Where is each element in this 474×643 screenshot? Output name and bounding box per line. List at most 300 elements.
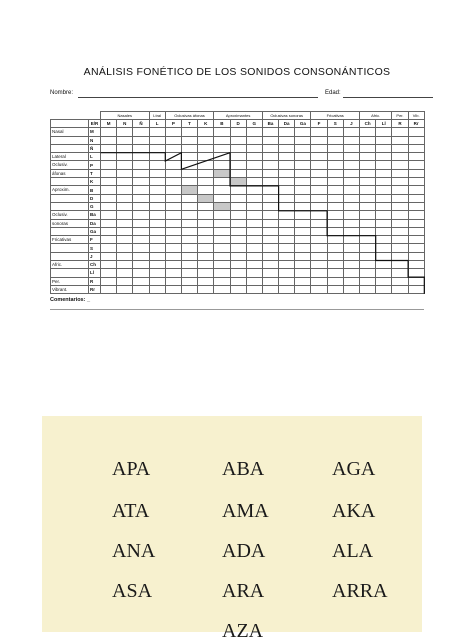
grid-cell[interactable] — [198, 277, 214, 285]
grid-cell[interactable] — [327, 219, 343, 227]
grid-cell[interactable] — [262, 194, 278, 202]
grid-cell[interactable] — [311, 211, 327, 219]
grid-cell[interactable] — [327, 169, 343, 177]
grid-cell[interactable] — [230, 211, 246, 219]
grid-cell[interactable] — [198, 136, 214, 144]
grid-cell[interactable] — [343, 161, 359, 169]
grid-cell[interactable] — [360, 252, 376, 260]
grid-cell[interactable] — [343, 178, 359, 186]
grid-cell[interactable] — [262, 269, 278, 277]
grid-cell[interactable] — [360, 136, 376, 144]
grid-cell[interactable] — [311, 227, 327, 235]
grid-cell[interactable] — [230, 285, 246, 293]
grid-cell[interactable] — [230, 202, 246, 210]
grid-cell[interactable] — [295, 219, 311, 227]
grid-cell[interactable] — [343, 202, 359, 210]
grid-cell[interactable] — [246, 169, 262, 177]
grid-cell[interactable] — [149, 202, 165, 210]
grid-cell[interactable] — [165, 236, 181, 244]
grid-cell[interactable] — [262, 144, 278, 152]
grid-cell[interactable] — [101, 128, 117, 136]
grid-cell[interactable] — [117, 227, 133, 235]
grid-cell[interactable] — [279, 219, 295, 227]
grid-cell[interactable] — [360, 269, 376, 277]
grid-cell[interactable] — [376, 153, 392, 161]
grid-cell[interactable] — [392, 178, 408, 186]
grid-cell[interactable] — [165, 178, 181, 186]
grid-cell[interactable] — [327, 161, 343, 169]
grid-cell[interactable] — [408, 202, 424, 210]
grid-cell[interactable] — [311, 277, 327, 285]
grid-cell[interactable] — [279, 236, 295, 244]
grid-cell[interactable] — [230, 236, 246, 244]
grid-cell[interactable] — [165, 153, 181, 161]
grid-cell[interactable] — [311, 144, 327, 152]
grid-cell[interactable] — [392, 153, 408, 161]
grid-cell[interactable] — [408, 144, 424, 152]
grid-cell[interactable] — [392, 269, 408, 277]
grid-cell[interactable] — [327, 244, 343, 252]
grid-cell[interactable] — [327, 277, 343, 285]
grid-cell[interactable] — [262, 261, 278, 269]
grid-cell[interactable] — [246, 194, 262, 202]
grid-cell[interactable] — [181, 186, 197, 194]
grid-cell[interactable] — [408, 128, 424, 136]
grid-cell[interactable] — [246, 211, 262, 219]
grid-cell[interactable] — [101, 161, 117, 169]
grid-cell[interactable] — [262, 202, 278, 210]
grid-cell[interactable] — [133, 261, 149, 269]
grid-cell[interactable] — [230, 161, 246, 169]
grid-cell[interactable] — [279, 186, 295, 194]
grid-cell[interactable] — [360, 153, 376, 161]
grid-cell[interactable] — [133, 136, 149, 144]
grid-cell[interactable] — [343, 211, 359, 219]
grid-cell[interactable] — [214, 178, 230, 186]
grid-cell[interactable] — [230, 128, 246, 136]
grid-cell[interactable] — [181, 161, 197, 169]
grid-cell[interactable] — [360, 144, 376, 152]
grid-cell[interactable] — [327, 186, 343, 194]
grid-cell[interactable] — [149, 178, 165, 186]
grid-cell[interactable] — [279, 277, 295, 285]
grid-cell[interactable] — [376, 178, 392, 186]
grid-cell[interactable] — [165, 285, 181, 293]
grid-cell[interactable] — [117, 244, 133, 252]
grid-cell[interactable] — [246, 285, 262, 293]
grid-cell[interactable] — [376, 136, 392, 144]
grid-cell[interactable] — [117, 144, 133, 152]
grid-cell[interactable] — [133, 277, 149, 285]
grid-cell[interactable] — [101, 178, 117, 186]
grid-cell[interactable] — [295, 252, 311, 260]
grid-cell[interactable] — [214, 219, 230, 227]
grid-cell[interactable] — [214, 186, 230, 194]
grid-cell[interactable] — [392, 144, 408, 152]
grid-cell[interactable] — [262, 186, 278, 194]
grid-cell[interactable] — [327, 128, 343, 136]
grid-cell[interactable] — [246, 277, 262, 285]
grid-cell[interactable] — [343, 153, 359, 161]
grid-cell[interactable] — [327, 236, 343, 244]
grid-cell[interactable] — [133, 285, 149, 293]
grid-cell[interactable] — [246, 161, 262, 169]
grid-cell[interactable] — [360, 236, 376, 244]
grid-cell[interactable] — [214, 227, 230, 235]
grid-cell[interactable] — [279, 285, 295, 293]
grid-cell[interactable] — [392, 136, 408, 144]
grid-cell[interactable] — [117, 186, 133, 194]
grid-cell[interactable] — [198, 186, 214, 194]
grid-cell[interactable] — [133, 161, 149, 169]
grid-cell[interactable] — [327, 136, 343, 144]
grid-cell[interactable] — [230, 178, 246, 186]
grid-cell[interactable] — [408, 261, 424, 269]
grid-cell[interactable] — [198, 211, 214, 219]
grid-cell[interactable] — [181, 236, 197, 244]
grid-cell[interactable] — [408, 236, 424, 244]
grid-cell[interactable] — [295, 153, 311, 161]
grid-cell[interactable] — [408, 178, 424, 186]
grid-cell[interactable] — [376, 261, 392, 269]
grid-cell[interactable] — [101, 252, 117, 260]
grid-cell[interactable] — [246, 252, 262, 260]
grid-cell[interactable] — [376, 269, 392, 277]
grid-cell[interactable] — [214, 269, 230, 277]
grid-cell[interactable] — [246, 261, 262, 269]
grid-cell[interactable] — [295, 285, 311, 293]
grid-cell[interactable] — [262, 285, 278, 293]
grid-cell[interactable] — [214, 194, 230, 202]
grid-cell[interactable] — [246, 144, 262, 152]
grid-cell[interactable] — [343, 269, 359, 277]
grid-cell[interactable] — [101, 285, 117, 293]
grid-cell[interactable] — [343, 244, 359, 252]
grid-cell[interactable] — [198, 144, 214, 152]
grid-cell[interactable] — [327, 227, 343, 235]
grid-cell[interactable] — [392, 186, 408, 194]
grid-cell[interactable] — [198, 285, 214, 293]
grid-cell[interactable] — [101, 244, 117, 252]
grid-cell[interactable] — [101, 202, 117, 210]
grid-cell[interactable] — [101, 269, 117, 277]
grid-cell[interactable] — [343, 194, 359, 202]
grid-cell[interactable] — [376, 169, 392, 177]
grid-cell[interactable] — [408, 269, 424, 277]
grid-cell[interactable] — [230, 227, 246, 235]
grid-cell[interactable] — [327, 269, 343, 277]
grid-cell[interactable] — [295, 236, 311, 244]
grid-cell[interactable] — [311, 285, 327, 293]
grid-cell[interactable] — [117, 261, 133, 269]
grid-cell[interactable] — [165, 277, 181, 285]
grid-cell[interactable] — [117, 161, 133, 169]
grid-cell[interactable] — [133, 227, 149, 235]
grid-cell[interactable] — [181, 169, 197, 177]
grid-cell[interactable] — [181, 244, 197, 252]
name-field[interactable] — [78, 97, 318, 98]
grid-cell[interactable] — [262, 128, 278, 136]
grid-cell[interactable] — [230, 277, 246, 285]
grid-cell[interactable] — [408, 186, 424, 194]
grid-cell[interactable] — [117, 194, 133, 202]
grid-cell[interactable] — [101, 194, 117, 202]
grid-cell[interactable] — [230, 136, 246, 144]
grid-cell[interactable] — [133, 244, 149, 252]
grid-cell[interactable] — [343, 169, 359, 177]
grid-cell[interactable] — [311, 244, 327, 252]
grid-cell[interactable] — [198, 219, 214, 227]
grid-cell[interactable] — [149, 211, 165, 219]
grid-cell[interactable] — [181, 178, 197, 186]
grid-cell[interactable] — [149, 285, 165, 293]
grid-cell[interactable] — [360, 211, 376, 219]
grid-cell[interactable] — [133, 186, 149, 194]
grid-cell[interactable] — [133, 153, 149, 161]
grid-cell[interactable] — [311, 178, 327, 186]
grid-cell[interactable] — [133, 269, 149, 277]
grid-cell[interactable] — [408, 244, 424, 252]
grid-cell[interactable] — [165, 161, 181, 169]
grid-cell[interactable] — [279, 227, 295, 235]
grid-cell[interactable] — [149, 153, 165, 161]
grid-cell[interactable] — [262, 236, 278, 244]
grid-cell[interactable] — [181, 153, 197, 161]
grid-cell[interactable] — [360, 227, 376, 235]
grid-cell[interactable] — [295, 186, 311, 194]
grid-cell[interactable] — [198, 128, 214, 136]
grid-cell[interactable] — [198, 269, 214, 277]
grid-cell[interactable] — [360, 161, 376, 169]
grid-cell[interactable] — [133, 236, 149, 244]
grid-cell[interactable] — [214, 161, 230, 169]
grid-cell[interactable] — [181, 202, 197, 210]
grid-cell[interactable] — [181, 252, 197, 260]
grid-cell[interactable] — [149, 161, 165, 169]
grid-cell[interactable] — [376, 236, 392, 244]
grid-cell[interactable] — [295, 178, 311, 186]
grid-cell[interactable] — [133, 144, 149, 152]
grid-cell[interactable] — [327, 285, 343, 293]
grid-cell[interactable] — [376, 227, 392, 235]
grid-cell[interactable] — [262, 227, 278, 235]
grid-cell[interactable] — [133, 194, 149, 202]
grid-cell[interactable] — [117, 169, 133, 177]
grid-cell[interactable] — [117, 202, 133, 210]
grid-cell[interactable] — [198, 202, 214, 210]
grid-cell[interactable] — [376, 128, 392, 136]
grid-cell[interactable] — [376, 161, 392, 169]
grid-cell[interactable] — [101, 227, 117, 235]
grid-cell[interactable] — [214, 144, 230, 152]
grid-cell[interactable] — [230, 144, 246, 152]
grid-cell[interactable] — [360, 285, 376, 293]
grid-cell[interactable] — [408, 161, 424, 169]
grid-cell[interactable] — [165, 202, 181, 210]
grid-cell[interactable] — [311, 261, 327, 269]
grid-cell[interactable] — [279, 261, 295, 269]
grid-cell[interactable] — [376, 219, 392, 227]
grid-cell[interactable] — [230, 244, 246, 252]
grid-cell[interactable] — [214, 277, 230, 285]
grid-cell[interactable] — [198, 236, 214, 244]
grid-cell[interactable] — [295, 161, 311, 169]
grid-cell[interactable] — [279, 169, 295, 177]
grid-cell[interactable] — [311, 128, 327, 136]
grid-cell[interactable] — [343, 252, 359, 260]
grid-cell[interactable] — [214, 202, 230, 210]
grid-cell[interactable] — [408, 227, 424, 235]
grid-cell[interactable] — [360, 169, 376, 177]
grid-cell[interactable] — [376, 285, 392, 293]
grid-cell[interactable] — [343, 227, 359, 235]
grid-cell[interactable] — [181, 211, 197, 219]
grid-cell[interactable] — [246, 153, 262, 161]
grid-cell[interactable] — [149, 244, 165, 252]
grid-cell[interactable] — [262, 153, 278, 161]
grid-cell[interactable] — [376, 252, 392, 260]
grid-cell[interactable] — [376, 144, 392, 152]
grid-cell[interactable] — [246, 186, 262, 194]
grid-cell[interactable] — [149, 186, 165, 194]
grid-cell[interactable] — [246, 136, 262, 144]
grid-cell[interactable] — [117, 136, 133, 144]
grid-cell[interactable] — [181, 219, 197, 227]
grid-cell[interactable] — [360, 202, 376, 210]
grid-cell[interactable] — [230, 219, 246, 227]
grid-cell[interactable] — [311, 153, 327, 161]
grid-cell[interactable] — [408, 136, 424, 144]
grid-cell[interactable] — [408, 277, 424, 285]
grid-cell[interactable] — [246, 202, 262, 210]
grid-cell[interactable] — [165, 227, 181, 235]
grid-cell[interactable] — [295, 227, 311, 235]
grid-cell[interactable] — [408, 219, 424, 227]
grid-cell[interactable] — [181, 227, 197, 235]
grid-cell[interactable] — [198, 261, 214, 269]
grid-cell[interactable] — [311, 186, 327, 194]
grid-cell[interactable] — [117, 211, 133, 219]
grid-cell[interactable] — [376, 194, 392, 202]
grid-cell[interactable] — [230, 186, 246, 194]
grid-cell[interactable] — [181, 285, 197, 293]
grid-cell[interactable] — [408, 211, 424, 219]
grid-cell[interactable] — [230, 169, 246, 177]
grid-cell[interactable] — [279, 153, 295, 161]
grid-cell[interactable] — [311, 269, 327, 277]
grid-cell[interactable] — [133, 202, 149, 210]
grid-cell[interactable] — [262, 244, 278, 252]
grid-cell[interactable] — [311, 236, 327, 244]
age-field[interactable] — [343, 97, 433, 98]
grid-cell[interactable] — [311, 194, 327, 202]
grid-cell[interactable] — [149, 219, 165, 227]
grid-cell[interactable] — [262, 211, 278, 219]
grid-cell[interactable] — [117, 252, 133, 260]
grid-cell[interactable] — [117, 128, 133, 136]
grid-cell[interactable] — [376, 211, 392, 219]
grid-cell[interactable] — [149, 261, 165, 269]
grid-cell[interactable] — [360, 194, 376, 202]
grid-cell[interactable] — [295, 244, 311, 252]
grid-cell[interactable] — [133, 211, 149, 219]
grid-cell[interactable] — [311, 252, 327, 260]
grid-cell[interactable] — [327, 261, 343, 269]
grid-cell[interactable] — [246, 244, 262, 252]
grid-cell[interactable] — [101, 186, 117, 194]
grid-cell[interactable] — [214, 244, 230, 252]
grid-cell[interactable] — [311, 202, 327, 210]
grid-cell[interactable] — [133, 178, 149, 186]
grid-cell[interactable] — [360, 219, 376, 227]
grid-cell[interactable] — [279, 202, 295, 210]
grid-cell[interactable] — [262, 252, 278, 260]
grid-cell[interactable] — [360, 277, 376, 285]
grid-cell[interactable] — [198, 252, 214, 260]
grid-cell[interactable] — [181, 277, 197, 285]
grid-cell[interactable] — [295, 194, 311, 202]
grid-cell[interactable] — [392, 169, 408, 177]
grid-cell[interactable] — [165, 194, 181, 202]
grid-cell[interactable] — [198, 178, 214, 186]
grid-cell[interactable] — [392, 202, 408, 210]
grid-cell[interactable] — [392, 161, 408, 169]
grid-cell[interactable] — [327, 252, 343, 260]
grid-cell[interactable] — [295, 211, 311, 219]
grid-cell[interactable] — [117, 285, 133, 293]
grid-cell[interactable] — [133, 169, 149, 177]
grid-cell[interactable] — [279, 211, 295, 219]
grid-cell[interactable] — [262, 277, 278, 285]
grid-cell[interactable] — [279, 194, 295, 202]
grid-cell[interactable] — [214, 153, 230, 161]
grid-cell[interactable] — [133, 252, 149, 260]
grid-cell[interactable] — [165, 186, 181, 194]
grid-cell[interactable] — [343, 128, 359, 136]
grid-cell[interactable] — [198, 161, 214, 169]
grid-cell[interactable] — [327, 178, 343, 186]
grid-cell[interactable] — [246, 178, 262, 186]
grid-cell[interactable] — [392, 211, 408, 219]
grid-cell[interactable] — [327, 211, 343, 219]
grid-cell[interactable] — [295, 136, 311, 144]
grid-cell[interactable] — [101, 136, 117, 144]
grid-cell[interactable] — [165, 211, 181, 219]
grid-cell[interactable] — [376, 244, 392, 252]
grid-cell[interactable] — [279, 178, 295, 186]
grid-cell[interactable] — [262, 178, 278, 186]
grid-cell[interactable] — [230, 194, 246, 202]
grid-cell[interactable] — [214, 285, 230, 293]
grid-cell[interactable] — [392, 261, 408, 269]
grid-cell[interactable] — [262, 136, 278, 144]
grid-cell[interactable] — [376, 202, 392, 210]
grid-cell[interactable] — [343, 219, 359, 227]
grid-cell[interactable] — [181, 128, 197, 136]
grid-cell[interactable] — [101, 219, 117, 227]
grid-cell[interactable] — [181, 194, 197, 202]
grid-cell[interactable] — [392, 227, 408, 235]
grid-cell[interactable] — [279, 252, 295, 260]
grid-cell[interactable] — [279, 269, 295, 277]
grid-cell[interactable] — [360, 186, 376, 194]
grid-cell[interactable] — [327, 153, 343, 161]
grid-cell[interactable] — [392, 244, 408, 252]
grid-cell[interactable] — [149, 227, 165, 235]
grid-cell[interactable] — [214, 136, 230, 144]
grid-cell[interactable] — [262, 161, 278, 169]
grid-cell[interactable] — [101, 277, 117, 285]
